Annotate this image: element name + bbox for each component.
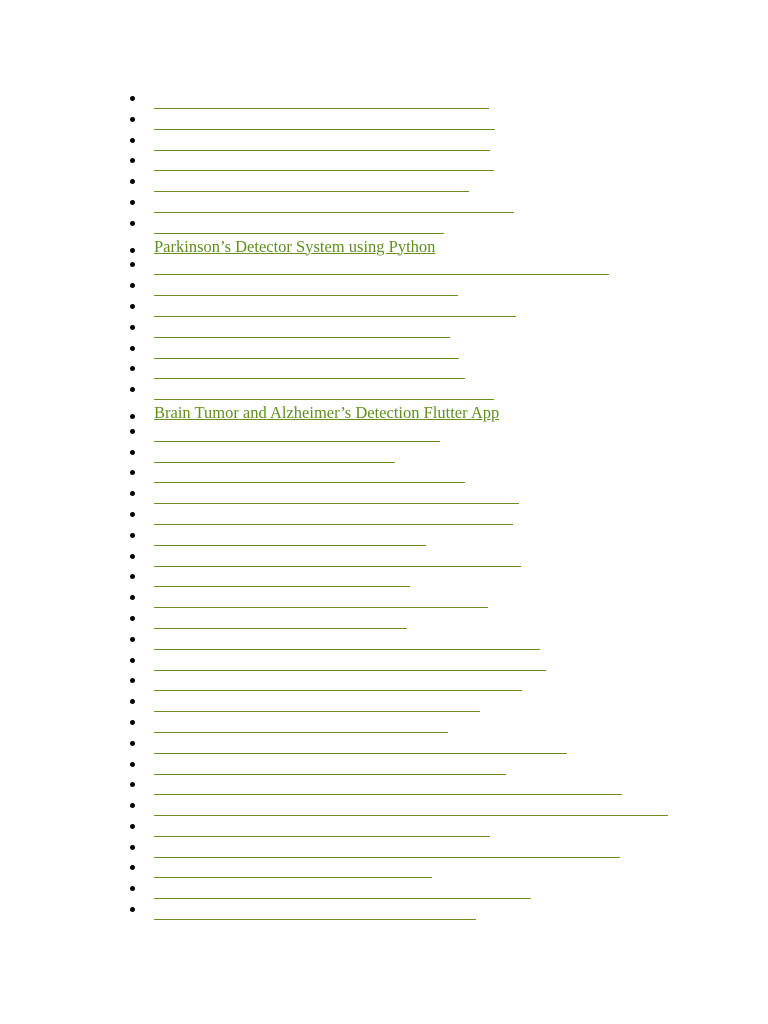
- bullet-icon: [130, 117, 135, 122]
- list-item-link-underline[interactable]: [154, 794, 622, 795]
- list-item-link-underline[interactable]: [154, 399, 494, 400]
- bullet-icon: [130, 658, 135, 663]
- list-item-link-underline[interactable]: [154, 316, 516, 317]
- list-item-link-underline[interactable]: [154, 337, 450, 338]
- list-item-link-underline[interactable]: [154, 482, 465, 483]
- list-item-link-underline[interactable]: [154, 378, 465, 379]
- list-item-link-underline[interactable]: [154, 566, 521, 567]
- list-item-link-underline[interactable]: [154, 836, 490, 837]
- list-item-link-underline[interactable]: [154, 732, 448, 733]
- bullet-icon: [130, 248, 135, 253]
- list-item-link-underline[interactable]: [154, 545, 426, 546]
- bullet-icon: [130, 865, 135, 870]
- bullet-icon: [130, 429, 135, 434]
- bullet-icon: [130, 907, 135, 912]
- bullet-icon: [130, 346, 135, 351]
- bullet-icon: [130, 845, 135, 850]
- list-item-link-underline[interactable]: [154, 524, 513, 525]
- bullet-icon: [130, 762, 135, 767]
- list-item-link-underline[interactable]: [154, 191, 469, 192]
- bullet-icon: [130, 158, 135, 163]
- list-item-link-underline[interactable]: [154, 441, 440, 442]
- bullet-icon: [130, 699, 135, 704]
- bullet-icon: [130, 96, 135, 101]
- bullet-icon: [130, 450, 135, 455]
- bullet-icon: [130, 512, 135, 517]
- list-item-link-underline[interactable]: [154, 586, 410, 587]
- bullet-icon: [130, 741, 135, 746]
- bullet-icon: [130, 304, 135, 309]
- bullet-icon: [130, 720, 135, 725]
- list-item-link-underline[interactable]: [154, 462, 395, 463]
- bullet-icon: [130, 262, 135, 267]
- list-item-link-underline[interactable]: [154, 919, 476, 920]
- list-item-link-underline[interactable]: [154, 607, 488, 608]
- bullet-icon: [130, 283, 135, 288]
- list-item-link-underline[interactable]: [154, 857, 620, 858]
- bullet-icon: [130, 179, 135, 184]
- list-item-link-underline[interactable]: [154, 129, 495, 130]
- bullet-icon: [130, 325, 135, 330]
- bullet-icon: [130, 414, 135, 419]
- list-item-link-underline[interactable]: [154, 753, 567, 754]
- list-item-link[interactable]: Brain Tumor and Alzheimer’s Detection Flutter App: [154, 402, 500, 422]
- list-item-link-underline[interactable]: [154, 150, 490, 151]
- list-item-link-underline[interactable]: [154, 670, 546, 671]
- list-item-link-underline[interactable]: [154, 503, 519, 504]
- list-item-link-underline[interactable]: [154, 649, 540, 650]
- bullet-icon: [130, 803, 135, 808]
- bullet-icon: [130, 221, 135, 226]
- bullet-icon: [130, 554, 135, 559]
- bullet-icon: [130, 678, 135, 683]
- bullet-icon: [130, 200, 135, 205]
- list-item-link-underline[interactable]: [154, 358, 459, 359]
- bullet-icon: [130, 491, 135, 496]
- list-item-link-underline[interactable]: [154, 774, 506, 775]
- list-item-link-underline[interactable]: [154, 295, 458, 296]
- list-item-link-underline[interactable]: [154, 212, 514, 213]
- list-item-link-underline[interactable]: [154, 274, 609, 275]
- list-item-link-underline[interactable]: [154, 898, 531, 899]
- bullet-icon: [130, 533, 135, 538]
- list-item-link-underline[interactable]: [154, 170, 494, 171]
- bullet-icon: [130, 574, 135, 579]
- list-item-link-underline[interactable]: [154, 877, 432, 878]
- bullet-icon: [130, 637, 135, 642]
- bullet-icon: [130, 595, 135, 600]
- list-item-link-underline[interactable]: [154, 628, 407, 629]
- bullet-icon: [130, 886, 135, 891]
- bullet-icon: [130, 616, 135, 621]
- bullet-icon: [130, 782, 135, 787]
- bullet-icon: [130, 387, 135, 392]
- list-item-link-underline[interactable]: [154, 690, 522, 691]
- bullet-icon: [130, 138, 135, 143]
- bullet-icon: [130, 366, 135, 371]
- list-item-link-underline[interactable]: [154, 108, 489, 109]
- list-item-link-underline[interactable]: [154, 815, 668, 816]
- list-item-link[interactable]: Parkinson’s Detector System using Python: [154, 236, 436, 256]
- list-item-link-underline[interactable]: [154, 233, 444, 234]
- bullet-icon: [130, 470, 135, 475]
- list-item-link-underline[interactable]: [154, 711, 480, 712]
- bullet-icon: [130, 824, 135, 829]
